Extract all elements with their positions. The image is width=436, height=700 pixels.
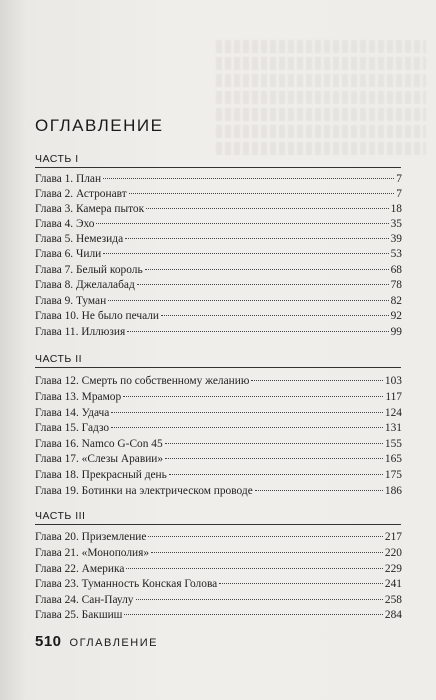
- page-number: 7: [396, 188, 402, 200]
- leader-dots: [219, 573, 383, 584]
- chapter-title: Глава 24. Сан-Паулу: [35, 594, 134, 606]
- chapter-title: Глава 14. Удача: [35, 407, 110, 419]
- chapter-title: Глава 9. Туман: [35, 295, 107, 307]
- leader-dots: [103, 168, 394, 179]
- chapter-title: Глава 1. План: [35, 173, 102, 185]
- leader-dots: [169, 464, 383, 475]
- page-number: 82: [390, 295, 402, 307]
- page-number: 18: [390, 203, 402, 215]
- page-number: 78: [390, 279, 402, 291]
- chapter-title: Глава 8. Джелалабад: [35, 279, 135, 291]
- chapter-title: Глава 10. Не было печали: [35, 310, 160, 322]
- chapter-title: Глава 18. Прекрасный день: [35, 469, 167, 481]
- leader-dots: [137, 274, 389, 285]
- page-number: 99: [390, 326, 402, 338]
- chapter-title: Глава 7. Белый король: [35, 264, 143, 276]
- chapter-title: Глава 17. «Слезы Аравии»: [35, 453, 164, 465]
- page-number: 186: [384, 485, 402, 497]
- leader-dots: [125, 228, 388, 239]
- leader-dots: [151, 542, 383, 553]
- page-number: 92: [390, 310, 402, 322]
- part-heading: ЧАСТЬ I: [35, 153, 79, 165]
- leader-dots: [148, 526, 382, 537]
- page-number: 175: [384, 469, 402, 481]
- page-number: 68: [390, 264, 402, 276]
- page-number: 131: [384, 422, 402, 434]
- page-number: 258: [384, 594, 402, 606]
- chapter-title: Глава 12. Смерть по собственному желанию: [35, 375, 250, 387]
- toc-entry: [35, 324, 402, 339]
- show-through-text: [216, 40, 426, 180]
- leader-dots: [123, 386, 383, 397]
- leader-dots: [127, 321, 388, 332]
- leader-dots: [129, 183, 395, 194]
- chapter-title: Глава 16. Namco G-Con 45: [35, 438, 163, 450]
- page-number: 155: [384, 438, 402, 450]
- leader-dots: [111, 417, 383, 428]
- page-number: 117: [385, 391, 402, 403]
- page-number: 217: [384, 531, 402, 543]
- chapter-title: Глава 25. Бакшиш: [35, 609, 123, 621]
- chapter-title: Глава 19. Ботинки на электрическом проводе: [35, 485, 253, 497]
- leader-dots: [251, 370, 383, 381]
- part-heading: ЧАСТЬ II: [35, 353, 83, 365]
- leader-dots: [161, 305, 389, 316]
- leader-dots: [255, 480, 383, 491]
- chapter-title: Глава 23. Туманность Конская Голова: [35, 578, 218, 590]
- page-number: 229: [384, 563, 402, 575]
- leader-dots: [165, 448, 383, 459]
- chapter-title: Глава 3. Камера пыток: [35, 203, 145, 215]
- chapter-title: Глава 5. Немезида: [35, 233, 124, 245]
- page-footer: [35, 633, 158, 650]
- page-folio: 510: [35, 633, 62, 650]
- chapter-title: Глава 13. Мрамор: [35, 391, 122, 403]
- running-head: ОГЛАВЛЕНИЕ: [69, 637, 158, 649]
- part-rule: [35, 367, 401, 368]
- toc-entry: [35, 607, 402, 622]
- page-number: 241: [384, 578, 402, 590]
- part-rule: [35, 524, 401, 525]
- chapter-title: Глава 22. Америка: [35, 563, 125, 575]
- leader-dots: [165, 433, 383, 444]
- leader-dots: [96, 213, 388, 224]
- leader-dots: [111, 402, 383, 413]
- page-number: 7: [396, 173, 402, 185]
- leader-dots: [124, 604, 382, 615]
- page-number: 35: [390, 218, 402, 230]
- part-heading: ЧАСТЬ III: [35, 510, 86, 522]
- chapter-title: Глава 4. Эхо: [35, 218, 95, 230]
- chapter-title: Глава 21. «Монополия»: [35, 547, 150, 559]
- leader-dots: [126, 558, 383, 569]
- leader-dots: [108, 290, 388, 301]
- page-number: 103: [384, 375, 402, 387]
- chapter-title: Глава 15. Гадзо: [35, 422, 110, 434]
- leader-dots: [103, 243, 388, 254]
- page-number: 53: [390, 248, 402, 260]
- toc-entry: [35, 483, 402, 498]
- chapter-title: Глава 2. Астронавт: [35, 188, 127, 200]
- page-number: 284: [384, 609, 402, 621]
- page-number: 220: [384, 547, 402, 559]
- leader-dots: [145, 259, 389, 270]
- page-number: 165: [384, 453, 402, 465]
- chapter-title: Глава 11. Иллюзия: [35, 326, 126, 338]
- leader-dots: [136, 589, 383, 600]
- chapter-title: Глава 20. Приземление: [35, 531, 147, 543]
- toc-title: ОГЛАВЛЕНИЕ: [35, 116, 164, 135]
- leader-dots: [146, 198, 388, 209]
- page-number: 124: [384, 407, 402, 419]
- page-number: 39: [390, 233, 402, 245]
- chapter-title: Глава 6. Чили: [35, 248, 102, 260]
